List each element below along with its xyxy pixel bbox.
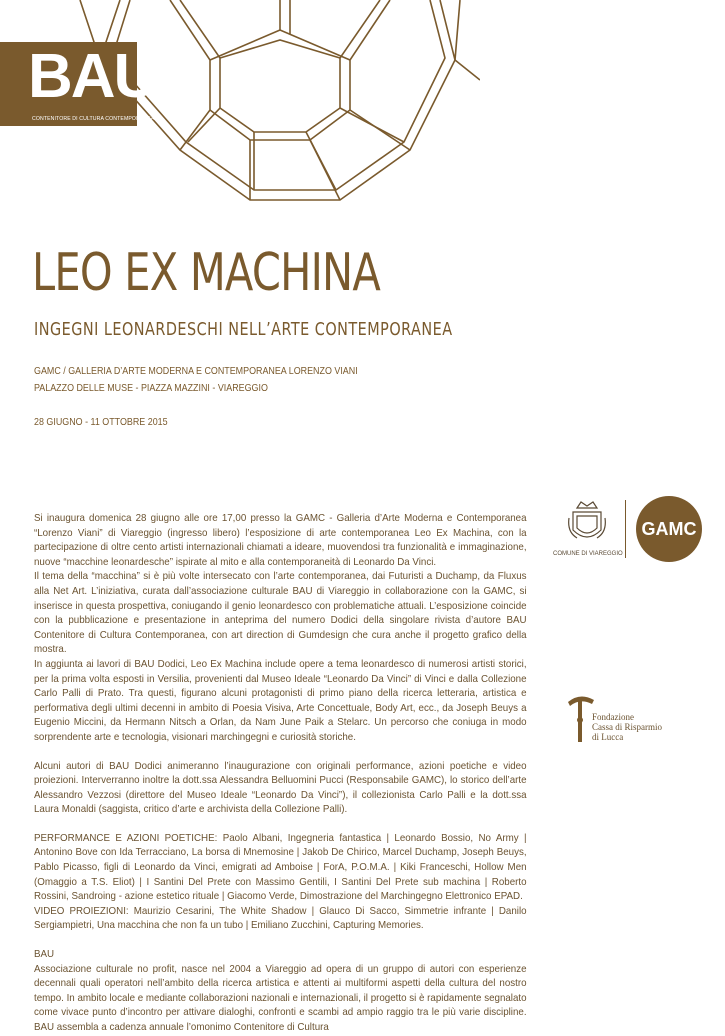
paragraph-bau: Associazione culturale no profit, nasce nel 2004 a Viareggio ad opera di un gruppo di autori con esperienze decennali quali operatori nell’ambito della ricerca artistica e attenti ai multiformi aspetti della cultura del nostro tempo. In ambito locale e mediante collaborazioni nazionali e internazionali, il progetto si è rapidamente segnalato come vivace punto d’incontro per attivare dialoghi, confronti e scambi ad ampio raggio tra le più varie discipline. BAU assembla a cadenza annuale l’omonimo Contenitore di Cultura: [34, 963, 527, 1033]
bau-logo-letters: BAU: [28, 42, 157, 111]
press-release-body: [34, 512, 527, 1036]
comune-label: COMUNE DI VIAREGGIO: [553, 551, 623, 557]
exhibition-dates: 28 GIUGNO - 11 OTTOBRE 2015: [34, 416, 168, 428]
venue-line-2: PALAZZO DELLE MUSE - PIAZZA MAZZINI - VIAREGGIO: [34, 382, 268, 394]
paragraph-video: VIDEO PROIEZIONI: Maurizio Cesarini, The White Shadow | Glauco Di Sacco, Simmetrie infrante | Danilo Sergiampietri, Una macchina che non fa un tubo | Emiliano Zucchini, Capturing Memories.: [34, 905, 527, 932]
venue-line-1: GAMC / GALLERIA D’ARTE MODERNA E CONTEMPORANEA LORENZO VIANI: [34, 365, 358, 377]
fondazione-label: [592, 712, 662, 742]
paragraph-performance: PERFORMANCE E AZIONI POETICHE: Paolo Albani, Ingegneria fantastica | Leonardo Bossio, No Army | Antonino Bove con Ida Terracciano, La borsa di Mnemosine | Jakob De Chirico, Marcel Duchamp, Joseph Beuys, Pablo Picasso, figli di Leonardo da Vinci, emigrati ad Amboise | ForA, P.O.M.A. | Kiki Franceschi, Hollow Men (Omaggio a T.S. Eliot) | I Santini Del Prete con Massimo Gentili, I Santini Del Prete sub machina | Roberto Rossini, Sandroing - azione estetico rituale | Giacomo Verde, Dimostrazione del Marchingegno Elettronico EPAD.: [34, 832, 527, 903]
exhibition-title: LEO EX MACHINA: [32, 243, 381, 303]
paragraph-intro: Si inaugura domenica 28 giugno alle ore 17,00 presso la GAMC - Galleria d’Arte Moderna e Contemporanea “Lorenzo Viani” di Viareggio (ingresso libero) l’esposizione di arte contemporanea Leo Ex Machina, con la partecipazione di oltre cento artisti internazionali chiamati a ideare, muovendosi tra funzionalità e immaginazione, nuove “macchine leonardesche” ispirate al mito e alla contemporaneità di Leonardo Da Vinci.: [34, 513, 527, 568]
paragraph-theme: Il tema della “macchina” si è più volte intersecato con l’arte contemporanea, dai Futuristi a Duchamp, da Fluxus alla Net Art. L’iniziativa, curata dall’associazione culturale BAU di Viareggio in collaborazione con la GAMC, si inserisce in questa prospettiva, coniugando il genio leonardesco con problematiche attuali. L’esposizione coincide con la pubblicazione e presentazione in anteprima del numero Dodici della singolare rivista d’autore BAU Contenitore di Cultura Contemporanea, con art direction di Gumdesign che cura anche il progetto grafico della mostra.: [34, 571, 527, 656]
fondazione-line-1: Fondazione: [592, 712, 634, 722]
paragraph-inauguration: Alcuni autori di BAU Dodici animeranno l’inaugurazione con originali performance, azioni poetiche e video proiezioni. Interverranno inoltre la dott.ssa Alessandra Belluomini Pucci (Responsabile GAMC), lo storico dell’arte Alessandro Vezzosi (direttore del Museo Ideale “Leonardo Da Vinci”), il collezionista Carlo Palli e la dott.ssa Laura Monaldi (saggista, critico d’arte e archivista della Collezione Palli).: [34, 760, 527, 816]
bau-heading: BAU: [34, 949, 55, 961]
gamc-logo: GAMC: [636, 496, 702, 562]
fondazione-line-2: Cassa di Risparmio: [592, 722, 662, 732]
comune-crest-icon: [567, 498, 607, 548]
fondazione-line-3: di Lucca: [592, 732, 624, 742]
bau-logo-tagline: CONTENITORE DI CULTURA CONTEMPORANEA: [32, 116, 155, 122]
paragraph-artists: In aggiunta ai lavori di BAU Dodici, Leo Ex Machina include opere a tema leonardesco di numerosi artisti storici, per la prima volta esposti in Versilia, provenienti dal Museo Ideale “Leonardo Da Vinci” di Vinci e dalla Collezione Carlo Palli di Prato. Tra questi, figurano alcuni protagonisti di primo piano della ricerca letteraria, artistica e performativa degli ultimi decenni in ambito di Poesia Visiva, Arte Concettuale, Body Art, ecc., da Joseph Beuys a Eugenio Miccini, da Hermann Nitsch a Orlan, da Nam June Paik a Stelarc. Un percorso che coniuga in modo sorprendente arte e tecnologia, visionari marchingegni e curiosità storiche.: [34, 658, 527, 743]
sponsor-divider: [625, 500, 626, 558]
exhibition-subtitle: INGEGNI LEONARDESCHI NELL’ARTE CONTEMPORANEA: [34, 319, 453, 340]
bau-logo: [0, 42, 157, 126]
